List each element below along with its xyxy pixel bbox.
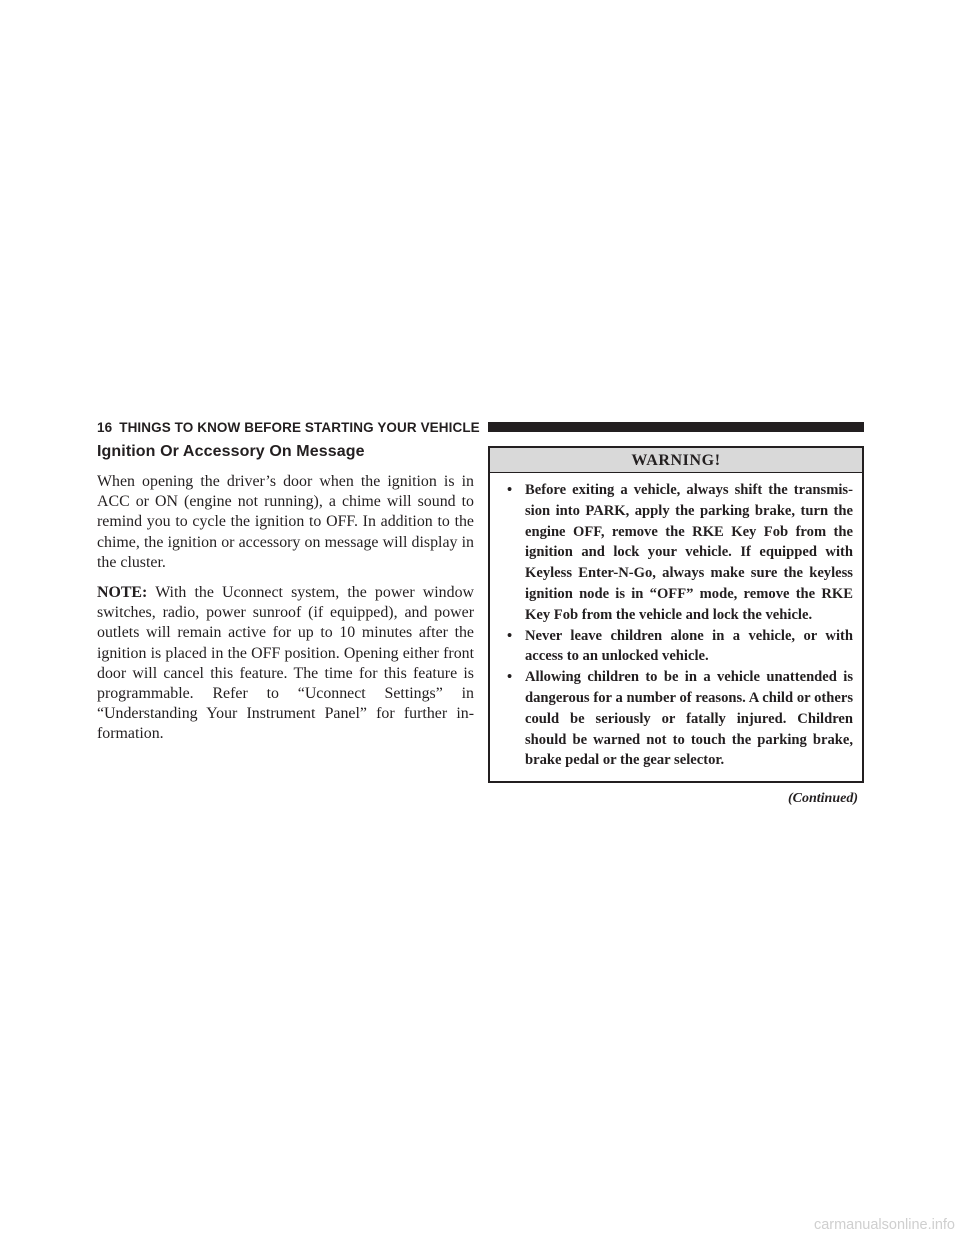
warning-item — [507, 667, 853, 771]
body-paragraph: When opening the driver’s door when the ignition is in ACC or ON (engine not running), a chime will sound to remind you to cycle the ignition to OFF. In addition to the chime, the ignition or accessory on message will display in the cluster. — [97, 473, 474, 571]
continued-label: (Continued) — [787, 791, 858, 806]
note-text: With the Uconnect system, the power window switches, radio, power sunroof (if equipped), and power outlets will remain active for up to 10 minutes after the ignition is placed in the OFF position. Opening either front door will cancel this feature. The time for this feature is programmable. Refer to “Uconnect Settings” in “Understanding Your Instrument Panel” for further information. — [97, 584, 474, 743]
warning-item-text: Never leave children alone in a vehicle, or with access to an unlocked vehicle. — [525, 627, 853, 665]
watermark: carmanualsonline.info — [813, 1217, 955, 1233]
warning-list — [490, 473, 862, 771]
warning-item — [507, 626, 853, 668]
section-title: THINGS TO KNOW BEFORE STARTING YOUR VEHICLE — [119, 419, 480, 435]
bullet-icon: • — [507, 627, 513, 644]
header-rule — [488, 422, 864, 432]
page-number: 16 — [97, 419, 113, 435]
running-header — [97, 418, 864, 436]
note-paragraph — [97, 583, 474, 745]
warning-item-text: Allowing children to be in a vehicle unattended is dangerous for a number of reasons. A child or others could be seriously or fatally injured. Children should be warned not to touch the parking brake, brake pedal or the gear selector. — [525, 669, 853, 769]
bullet-icon: • — [507, 482, 513, 498]
warning-item-text: Before exiting a vehicle, always shift the transmission into PARK, apply the parking brake, turn the engine OFF, remove the RKE Key Fob from the ignition and lock your vehicle. If equipped with Keyless Enter-N-Go, always make sure the keyless ignition node is in “OFF” mode, remove the RKE Key Fob from the vehicle and lock the vehicle. — [525, 482, 853, 623]
warning-item — [507, 480, 853, 626]
main-column — [97, 442, 474, 755]
warning-title: WARNING! — [490, 448, 862, 473]
bullet-icon: • — [507, 669, 513, 686]
section-heading: Ignition Or Accessory On Message — [97, 443, 365, 460]
warning-box — [488, 446, 864, 783]
note-label: NOTE: — [97, 584, 148, 602]
